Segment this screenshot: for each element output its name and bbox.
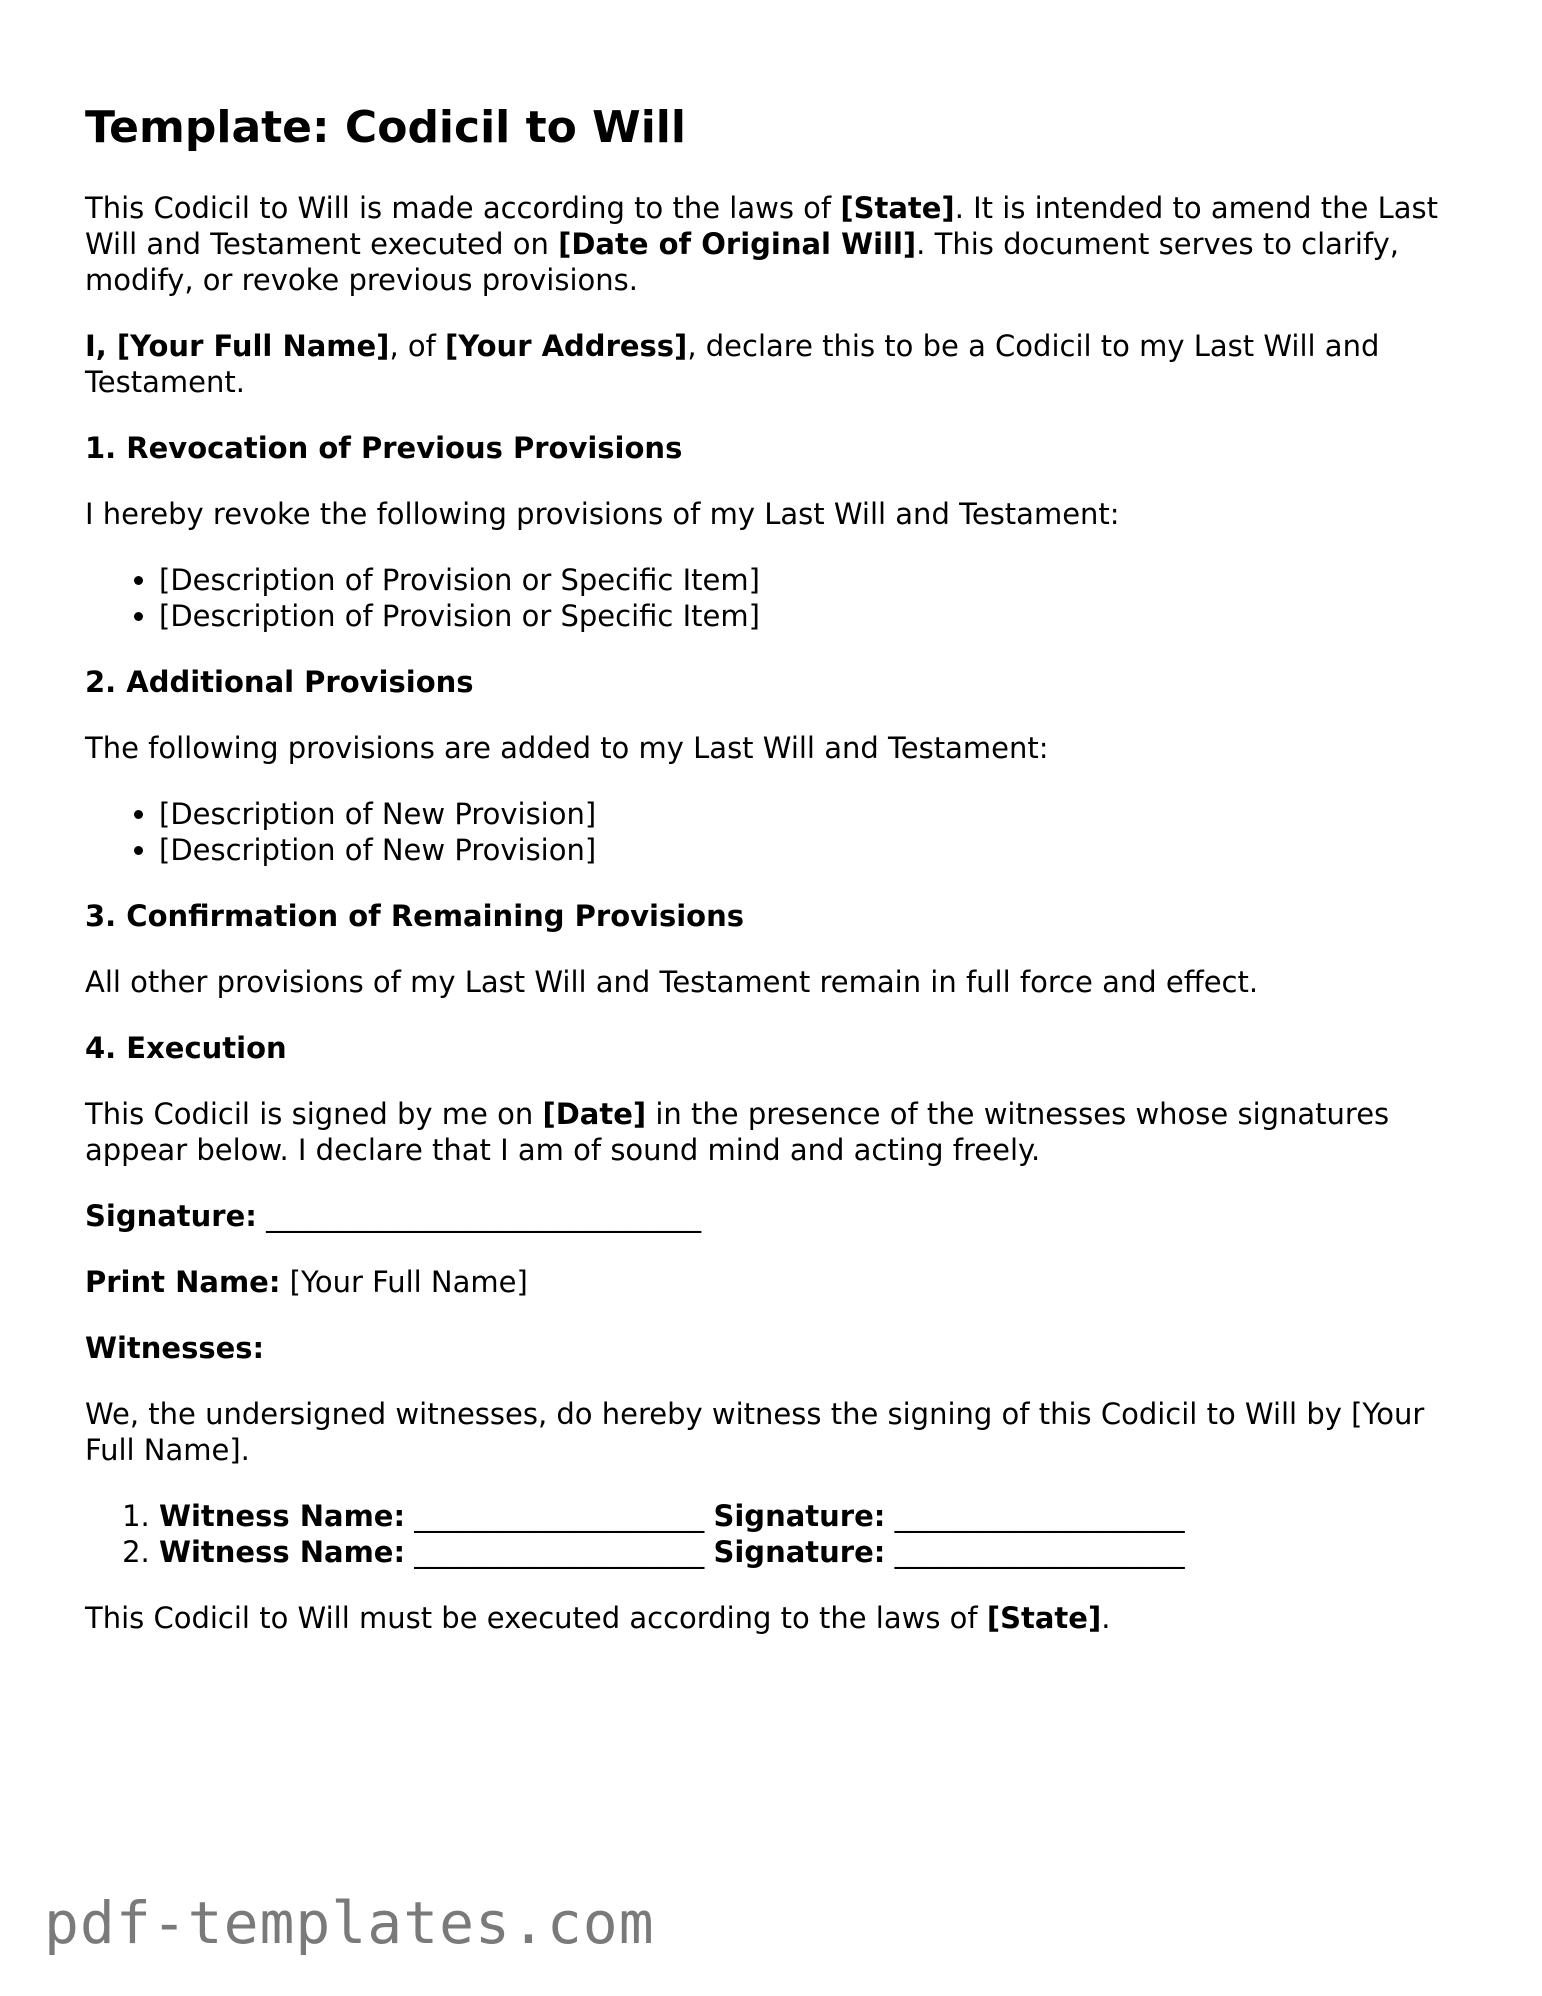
print-name-value: [Your Full Name] [289,1265,528,1299]
execution-date-placeholder: [Date] [542,1097,647,1131]
intro-original-date-placeholder: [Date of Original Will] [558,227,917,261]
intro-text-2: . It is intended to amend the Last Will and Testament executed on [85,191,1438,261]
execution-text-2: in the presence of the witnesses whose signatures appear below. I declare that I am of sound mind and acting freely. [85,1097,1390,1167]
document-page [85,100,1457,1666]
list-item: • [Description of New Provision] [159,796,1457,832]
section-heading-confirmation: 3. Confirmation of Remaining Provisions [85,899,744,933]
signature-blank: ______________________________ [266,1199,702,1233]
witnesses-body: We, the undersigned witnesses, do hereby witness the signing of this Codicil to Will by [Your Full Name]. [85,1397,1425,1467]
witness-name-label: Witness Name: [159,1499,406,1533]
declaration-text-2: , declare this to be a Codicil to my Last Will and Testament. [85,329,1380,399]
witness-list [85,1498,1457,1570]
closing-paragraph [85,1600,1457,1636]
watermark: pdf-templates.com [44,1889,655,1957]
section-heading-revocation: 1. Revocation of Previous Provisions [85,431,683,465]
section-heading-additional: 2. Additional Provisions [85,665,474,699]
execution-text-1: This Codicil is signed by me on [85,1097,543,1131]
closing-text-1: This Codicil to Will must be executed according to the laws of [85,1601,987,1635]
list-item: • [Description of New Provision] [159,832,1457,868]
section-heading-execution: 4. Execution [85,1031,287,1065]
intro-state-placeholder: [State] [840,191,955,225]
witness-row [159,1498,1457,1534]
section-body-confirmation: All other provisions of my Last Will and Testament remain in full force and effect. [85,965,1259,999]
section-body-execution [85,1096,1457,1168]
intro-text-1: This Codicil to Will is made according to the laws of [85,191,841,225]
declaration-address: [Your Address] [445,329,688,363]
revocation-list [85,562,1457,634]
intro-paragraph [85,190,1457,298]
list-item: • [Description of Provision or Specific Item] [159,562,1457,598]
witness-name-label: Witness Name: [159,1535,406,1569]
witness-signature-label: Signature: [713,1535,886,1569]
witness-name-blank: ____________________ [414,1535,705,1569]
print-name-row [85,1264,1457,1300]
witness-signature-label: Signature: [713,1499,886,1533]
closing-state-placeholder: [State] [986,1601,1102,1635]
declaration-paragraph [85,328,1457,400]
section-body-revocation: I hereby revoke the following provisions of my Last Will and Testament: [85,497,1120,531]
section-body-additional: The following provisions are added to my Last Will and Testament: [85,731,1049,765]
signature-label: Signature: [85,1199,257,1233]
signature-line-row [85,1198,1457,1234]
declaration-text-1: , of [389,329,446,363]
additional-list [85,796,1457,868]
print-name-label: Print Name: [85,1265,281,1299]
declaration-name: I, [Your Full Name] [85,329,390,363]
intro-text-3: . This document serves to clarify, modify, or revoke previous provisions. [85,227,1399,297]
witnesses-heading: Witnesses: [85,1331,265,1365]
document-title: Template: Codicil to Will [85,102,686,153]
witness-row [159,1534,1457,1570]
witness-signature-blank: ____________________ [894,1535,1185,1569]
list-item: • [Description of Provision or Specific Item] [159,598,1457,634]
closing-text-2: . [1101,1601,1111,1635]
witness-signature-blank: ____________________ [894,1499,1185,1533]
witness-name-blank: ____________________ [414,1499,705,1533]
